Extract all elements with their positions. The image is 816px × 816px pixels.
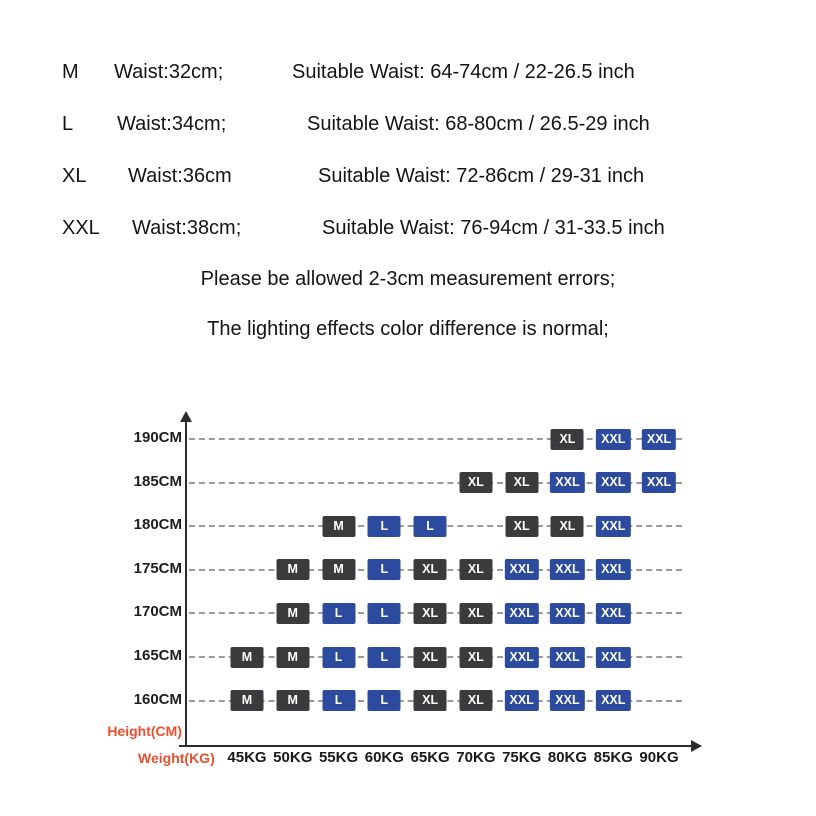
size-badge: L bbox=[368, 603, 401, 624]
size-badge: XL bbox=[505, 472, 538, 493]
size-badge: L bbox=[322, 647, 355, 668]
y-axis-arrow-icon bbox=[180, 411, 192, 422]
measurement-error-note: Please be allowed 2-3cm measurement errors; bbox=[200, 268, 616, 290]
size-badge: XXL bbox=[596, 603, 630, 624]
suitable-waist-value: Suitable Waist: 68-80cm / 26.5-29 inch bbox=[307, 112, 650, 135]
y-tick-label: 185CM bbox=[133, 472, 182, 490]
size-badge: XL bbox=[414, 559, 447, 580]
x-axis-arrow-icon bbox=[691, 740, 702, 752]
y-axis-title: Height(CM) bbox=[107, 723, 182, 739]
size-badge: XXL bbox=[596, 516, 630, 537]
size-badge: XL bbox=[551, 516, 584, 537]
size-badge: XXL bbox=[596, 559, 630, 580]
size-badge: XXL bbox=[642, 472, 676, 493]
size-badge: L bbox=[414, 516, 447, 537]
size-badge: XXL bbox=[550, 472, 584, 493]
size-badge: L bbox=[368, 516, 401, 537]
size-badge: M bbox=[231, 647, 264, 668]
y-tick-label: 160CM bbox=[133, 690, 182, 708]
x-tick-label: 75KG bbox=[502, 749, 542, 766]
x-tick-label: 55KG bbox=[318, 749, 359, 766]
size-badge: XXL bbox=[596, 429, 630, 450]
waist-value: Waist:36cm bbox=[128, 164, 232, 187]
suitable-waist-value: Suitable Waist: 76-94cm / 31-33.5 inch bbox=[322, 216, 665, 239]
y-tick-label: 165CM bbox=[133, 647, 182, 664]
size-badge: XXL bbox=[505, 647, 539, 668]
size-badge: XL bbox=[551, 429, 584, 450]
x-tick-label: 90KG bbox=[639, 749, 679, 766]
size-badge: XL bbox=[505, 516, 538, 537]
size-badge: M bbox=[276, 647, 309, 668]
size-label: XXL bbox=[62, 216, 100, 239]
y-tick-label: 190CM bbox=[133, 429, 182, 446]
x-axis-title: Weight(KG) bbox=[138, 750, 215, 766]
size-label: M bbox=[62, 60, 79, 83]
y-axis bbox=[185, 422, 187, 747]
size-badge: XXL bbox=[596, 647, 630, 668]
x-tick-label: 60KG bbox=[364, 749, 404, 766]
size-badge: XL bbox=[459, 559, 492, 580]
waist-value: Waist:34cm; bbox=[117, 112, 227, 135]
size-badge: XXL bbox=[550, 690, 584, 711]
size-badge: XL bbox=[414, 603, 447, 624]
y-tick-label: 180CM bbox=[133, 516, 182, 534]
size-badge: M bbox=[276, 603, 309, 624]
size-badge: L bbox=[368, 559, 401, 580]
waist-value: Waist:38cm; bbox=[132, 216, 242, 239]
x-tick-label: 85KG bbox=[593, 749, 633, 766]
size-badge: XXL bbox=[596, 690, 630, 711]
suitable-waist-value: Suitable Waist: 72-86cm / 29-31 inch bbox=[318, 164, 645, 187]
suitable-waist-value: Suitable Waist: 64-74cm / 22-26.5 inch bbox=[292, 60, 635, 83]
size-badge: XXL bbox=[550, 559, 584, 580]
x-tick-label: 70KG bbox=[456, 749, 496, 766]
size-label: XL bbox=[62, 164, 87, 187]
size-badge: XXL bbox=[596, 472, 630, 493]
size-badge: L bbox=[368, 690, 401, 711]
size-badge: XL bbox=[459, 603, 492, 624]
size-badge: XL bbox=[459, 690, 492, 711]
size-badge: XXL bbox=[505, 690, 539, 711]
x-axis bbox=[179, 745, 693, 747]
size-badge: M bbox=[322, 516, 355, 537]
size-badge: XL bbox=[414, 647, 447, 668]
x-tick-label: 65KG bbox=[410, 749, 450, 766]
size-badge: XXL bbox=[550, 647, 584, 668]
waist-value: Waist:32cm; bbox=[114, 60, 224, 83]
size-badge: M bbox=[231, 690, 264, 711]
size-badge: M bbox=[276, 559, 309, 580]
size-badge: XXL bbox=[505, 559, 539, 580]
size-badge: XXL bbox=[642, 429, 676, 450]
x-tick-label: 50KG bbox=[273, 749, 313, 766]
size-badge: XXL bbox=[550, 603, 584, 624]
size-badge: L bbox=[368, 647, 401, 668]
size-badge: L bbox=[322, 603, 355, 624]
size-badge: XL bbox=[414, 690, 447, 711]
size-badge: M bbox=[276, 690, 309, 711]
size-label: L bbox=[62, 112, 74, 135]
lighting-note: The lighting effects color difference is normal; bbox=[207, 318, 609, 340]
x-tick-label: 80KG bbox=[547, 749, 588, 766]
size-badge: L bbox=[322, 690, 355, 711]
size-badge: XL bbox=[459, 647, 492, 668]
size-badge: XXL bbox=[505, 603, 539, 624]
size-badge: M bbox=[322, 559, 355, 580]
x-tick-label: 45KG bbox=[227, 749, 267, 766]
size-badge: XL bbox=[459, 472, 492, 493]
y-tick-label: 170CM bbox=[133, 603, 182, 621]
y-tick-label: 175CM bbox=[133, 559, 182, 577]
